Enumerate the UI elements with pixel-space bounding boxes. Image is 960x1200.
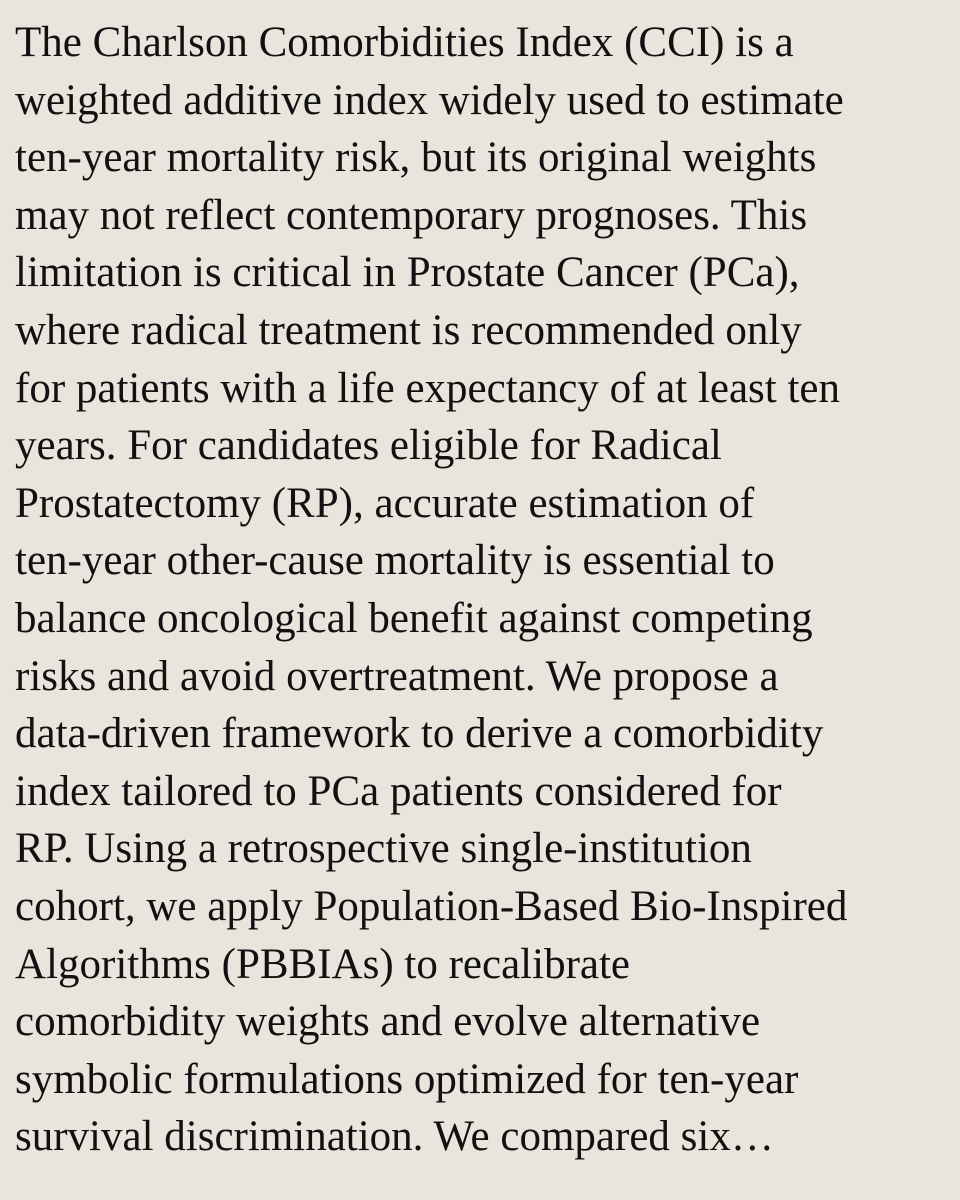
abstract-line: data-driven framework to derive a comorbidity (15, 710, 824, 758)
abstract-line: years. For candidates eligible for Radical (15, 422, 722, 470)
abstract-line: may not reflect contemporary prognoses. This (15, 191, 808, 239)
abstract-line: Algorithms (PBBIAs) to recalibrate (15, 940, 631, 988)
abstract-line: The Charlson Comorbidities Index (CCI) is a (15, 19, 794, 66)
abstract-line: where radical treatment is recommended only (15, 306, 802, 354)
abstract-line: Prostatectomy (RP), accurate estimation of (15, 479, 755, 527)
abstract-line: RP. Using a retrospective single-institution (15, 825, 752, 873)
abstract-line: balance oncological benefit against competing (15, 594, 813, 642)
abstract-line: for patients with a life expectancy of at least ten (15, 364, 841, 412)
abstract-text (15, 14, 948, 1166)
abstract-line: risks and avoid overtreatment. We propose a (15, 652, 779, 700)
abstract-line: limitation is critical in Prostate Cancer (PCa), (15, 249, 800, 297)
abstract-line: cohort, we apply Population-Based Bio-Inspired (15, 882, 848, 930)
abstract-line: index tailored to PCa patients considered for (15, 767, 782, 815)
abstract-line: symbolic formulations optimized for ten-year (15, 1055, 799, 1103)
abstract-line: ten-year other-cause mortality is essential to (15, 537, 775, 585)
abstract-line: weighted additive index widely used to estimate (15, 76, 844, 124)
abstract-line: ten-year mortality risk, but its original weights (15, 134, 817, 182)
abstract-line: survival discrimination. We compared six… (15, 1113, 774, 1161)
abstract-line: comorbidity weights and evolve alternative (15, 998, 761, 1046)
